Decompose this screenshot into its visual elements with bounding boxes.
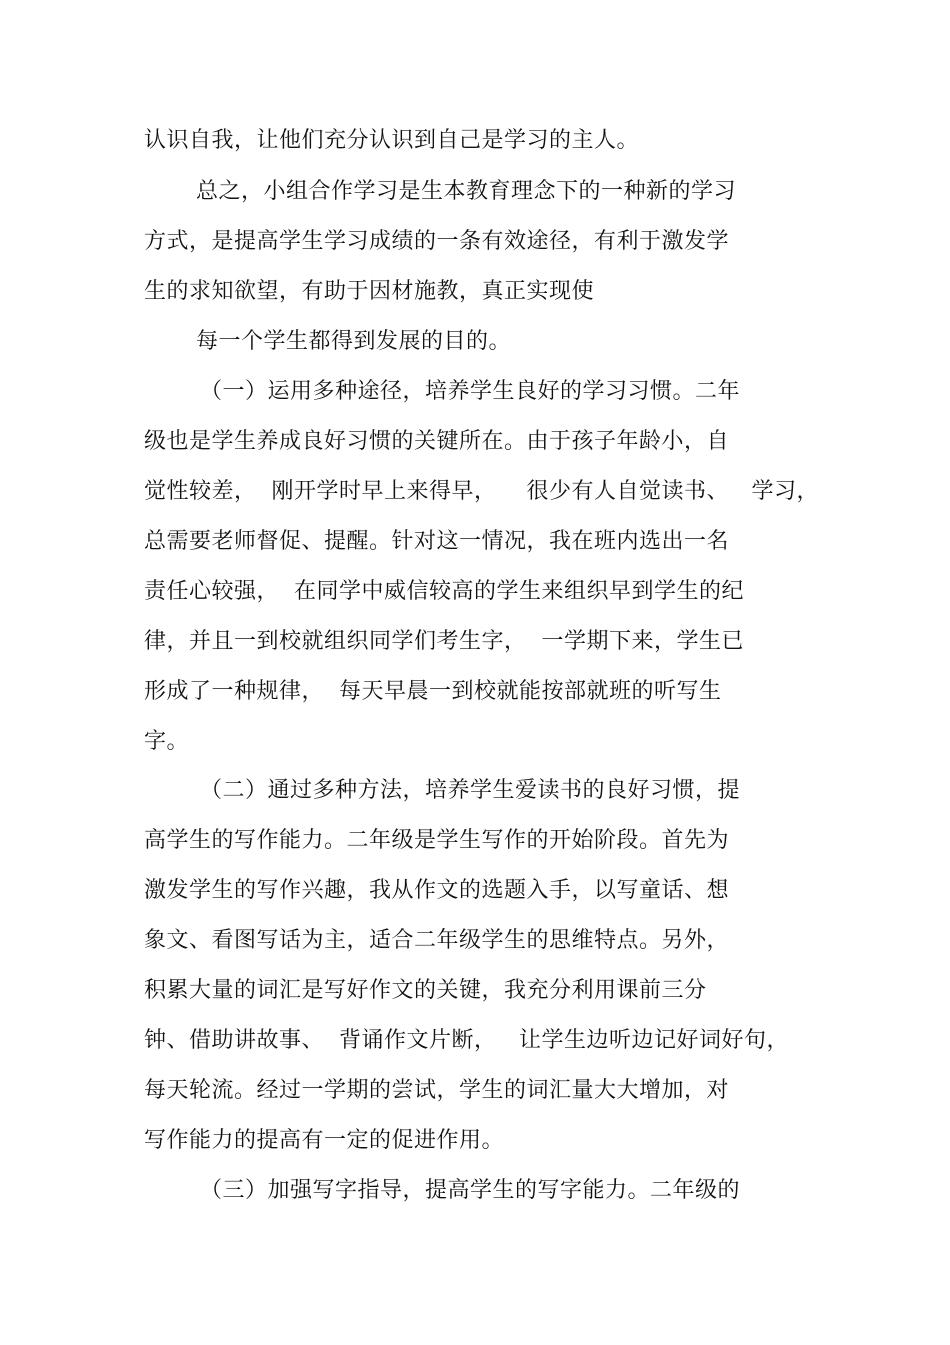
text-line: 级也是学生养成良好习惯的关键所在。由于孩子年龄小，自 [144,429,730,454]
text-line: 生的求知欲望，有助于因材施教，真正实现使 [144,279,595,304]
text-line: 钟、借助讲故事、 背诵作文片断， 让学生边听边记好词好句， [144,1028,789,1053]
text-line: 激发学生的写作兴趣，我从作文的选题入手，以写童话、想 [144,878,730,903]
text-line: （二）通过多种方法，培养学生爱读书的良好习惯，提 [200,778,741,803]
text-line: 认识自我，让他们充分认识到自己是学习的主人。 [144,128,640,153]
text-line: 积累大量的词汇是写好作文的关键，我充分利用课前三分 [144,978,707,1003]
text-line: 每一个学生都得到发展的目的。 [196,329,512,354]
text-line: 觉性较差， 刚开学时早上来得早， 很少有人自觉读书、 学习， [144,479,819,504]
text-line: 总需要老师督促、提醒。针对这一情况，我在班内选出一名 [144,529,730,554]
text-line: 象文、看图写话为主，适合二年级学生的思维特点。另外， [144,928,730,953]
text-line: 总之，小组合作学习是生本教育理念下的一种新的学习 [196,179,737,204]
text-line: 形成了一种规律， 每天早晨一到校就能按部就班的听写生 [144,679,722,704]
text-line: 每天轮流。经过一学期的尝试，学生的词汇量大大增加，对 [144,1078,730,1103]
text-line: 写作能力的提高有一定的促进作用。 [144,1128,505,1153]
text-line: 字。 [144,729,190,754]
text-line: 责任心较强， 在同学中威信较高的学生来组织早到学生的纪 [144,579,744,604]
text-line: （一）运用多种途径，培养学生良好的学习习惯。二年 [200,379,741,404]
text-line: 高学生的写作能力。二年级是学生写作的开始阶段。首先为 [144,828,730,853]
text-line: （三）加强写字指导，提高学生的写字能力。二年级的 [200,1178,741,1203]
text-line: 方式，是提高学生学习成绩的一条有效途径，有利于激发学 [144,229,730,254]
text-line: 律，并且一到校就组织同学们考生字， 一学期下来，学生已 [144,629,744,654]
